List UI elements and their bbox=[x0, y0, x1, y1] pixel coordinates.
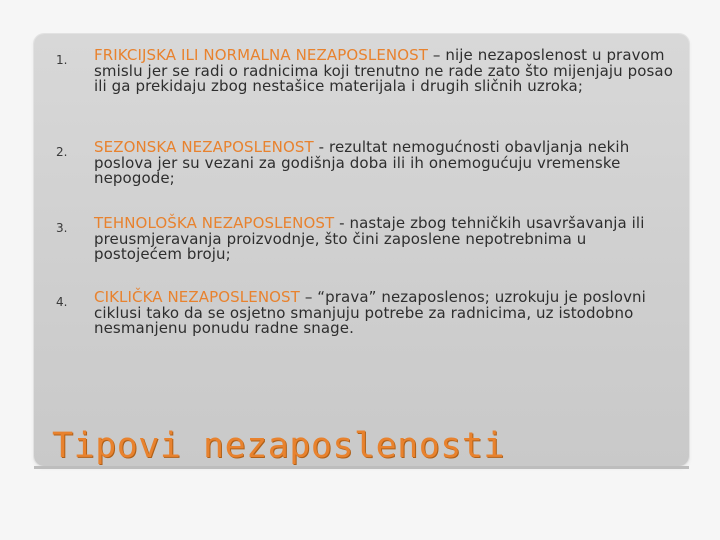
content-panel bbox=[34, 34, 689, 466]
item-number: 4. bbox=[56, 295, 68, 309]
item-description: - nastaje zbog tehničkih usavršavanja ili preusmjeravanja proizvodnje, što čini zaposlene nepotrebnima u postojećem broju; bbox=[94, 214, 645, 263]
item-number: 1. bbox=[56, 53, 68, 67]
item-keyword: SEZONSKA NEZAPOSLENOST bbox=[94, 138, 314, 156]
item-description: – “prava” nezaposlenos; uzrokuju je poslovni ciklusi tako da se osjetno smanjuju potrebe za radnicima, uz istodobno nesmanjenu ponudu radne snage. bbox=[94, 288, 646, 337]
slide-title: Tipovi nezaposlenosti bbox=[52, 426, 506, 466]
item-description: – nije nezaposlenost u pravom smislu jer se radi o radnicima koji trenutno ne rade zato što mijenjaju posao ili ga prekidaju zbog nestašice materijala i drugih sličnih uzroka; bbox=[94, 46, 674, 95]
item-keyword: CIKLIČKA NEZAPOSLENOST bbox=[94, 288, 300, 306]
item-keyword: FRIKCIJSKA ILI NORMALNA NEZAPOSLENOST bbox=[94, 46, 429, 64]
item-description: - rezultat nemogućnosti obavljanja nekih poslova jer su vezani za godišnja doba ili ih onemogućuju vremenske nepogode; bbox=[94, 138, 630, 187]
item-text bbox=[94, 290, 679, 337]
item-text bbox=[94, 216, 679, 263]
item-keyword: TEHNOLOŠKA NEZAPOSLENOST bbox=[94, 214, 335, 232]
divider bbox=[34, 466, 689, 469]
item-number: 3. bbox=[56, 221, 68, 235]
item-text bbox=[94, 140, 679, 187]
item-text bbox=[94, 48, 679, 95]
item-number: 2. bbox=[56, 145, 68, 159]
